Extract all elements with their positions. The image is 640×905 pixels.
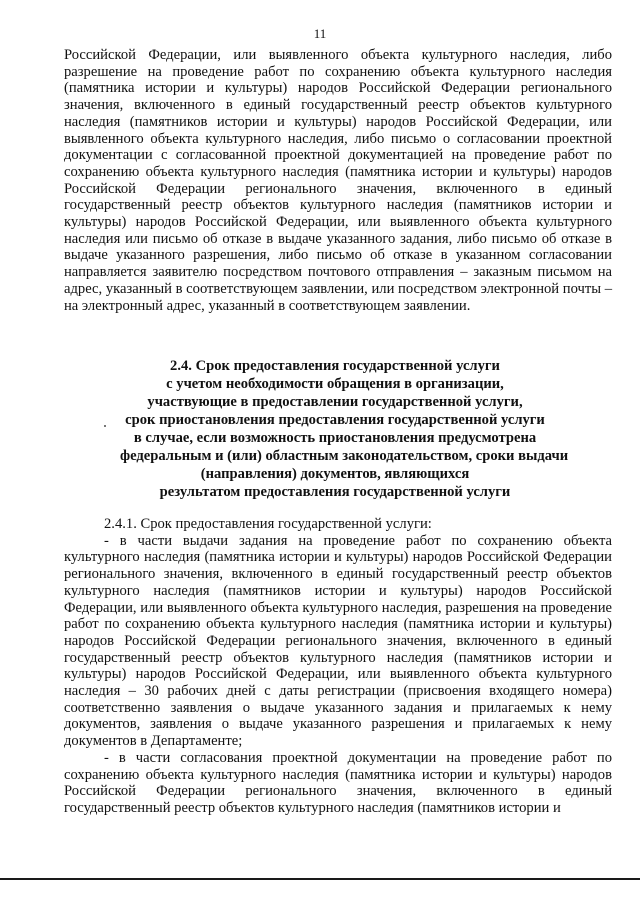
heading-line: федеральным и (или) областным законодательством, сроки выдачи <box>120 448 569 464</box>
heading-line: участвующие в предоставлении государственной услуги, <box>147 394 523 410</box>
heading-line: результатом предоставления государственной услуги <box>159 484 511 500</box>
body-text-bottom <box>64 516 612 817</box>
heading-line: (направления) документов, являющихся <box>200 466 470 482</box>
subsection-title-2-4-1: 2.4.1. Срок предоставления государственной услуги: <box>104 516 432 532</box>
heading-line: 2.4. Срок предоставления государственной услуги <box>170 358 500 374</box>
paragraph-delivery-method: Российской Федерации, или выявленного объекта культурного наследия, либо разрешение на проведение работ по сохранению объекта культурного наследия (памятника истории и культуры) народов Российской Федерации регионального значения, включенного в единый государственный реестр объектов культурного наследия (памятников истории и культуры) народов Российской Федерации, или выявленного объекта культурного наследия, либо письмо о согласовании проектной документации с согласованной проектной документацией на проведение работ по сохранению объекта культурного наследия (памятника истории и культуры) народов Российской Федерации регионального значения, включенного в единый государственный реестр объектов культурного наследия (памятников истории и культуры) народов Российской Федерации, или выявленного объекта культурного наследия или письмо об отказе в выдаче указанного задания, либо письмо об отказе в выдаче указанного разрешения, либо письмо об отказе в указанном согласовании направляется заявителю посредством почтового отправления – заказным письмом на адрес, указанный в соответствующем заявлении, или посредством электронной почты – на электронный адрес, указанный в соответствующем заявлении. <box>64 47 612 314</box>
section-heading-2-4 <box>120 357 569 501</box>
paragraph-project-approval-term: - в части согласования проектной документации на проведение работ по сохранению объекта культурного наследия (памятника истории и культуры) народов Российской Федерации регионального значения, включенного в единый государственный реестр объектов культурного наследия (памятников истории и <box>64 749 612 816</box>
heading-line: в случае, если возможность приостановления предусмотрена <box>133 430 537 446</box>
heading-line: с учетом необходимости обращения в организации, <box>166 376 504 392</box>
heading-line: срок приостановления предоставления государственной услуги <box>125 412 545 428</box>
scan-speck <box>104 425 106 427</box>
page-number: 11 <box>313 26 327 41</box>
scan-bottom-edge <box>0 878 640 880</box>
body-text-top <box>64 47 612 314</box>
paragraph-task-issuance-term: - в части выдачи задания на проведение работ по сохранению объекта культурного наследия (памятника истории и культуры) народов Российской Федерации регионального значения, включенного в единый государственный реестр объектов культурного наследия (памятников истории и культуры) народов Российской Федерации, или выявленного объекта культурного наследия, разрешения на проведение работ по сохранению объекта культурного наследия (памятника истории и культуры) народов Российской Федерации регионального значения, включенного в единый государственный реестр объектов культурного наследия (памятников истории и культуры) народов Российской Федерации, или выявленного объекта культурного наследия – 30 рабочих дней с даты регистрации (присвоения входящего номера) соответственно заявления о выдаче указанного задания и прилагаемых к нему документов, заявления о выдаче указанного разрешения и прилагаемых к нему документов в Департаменте; <box>64 532 612 750</box>
